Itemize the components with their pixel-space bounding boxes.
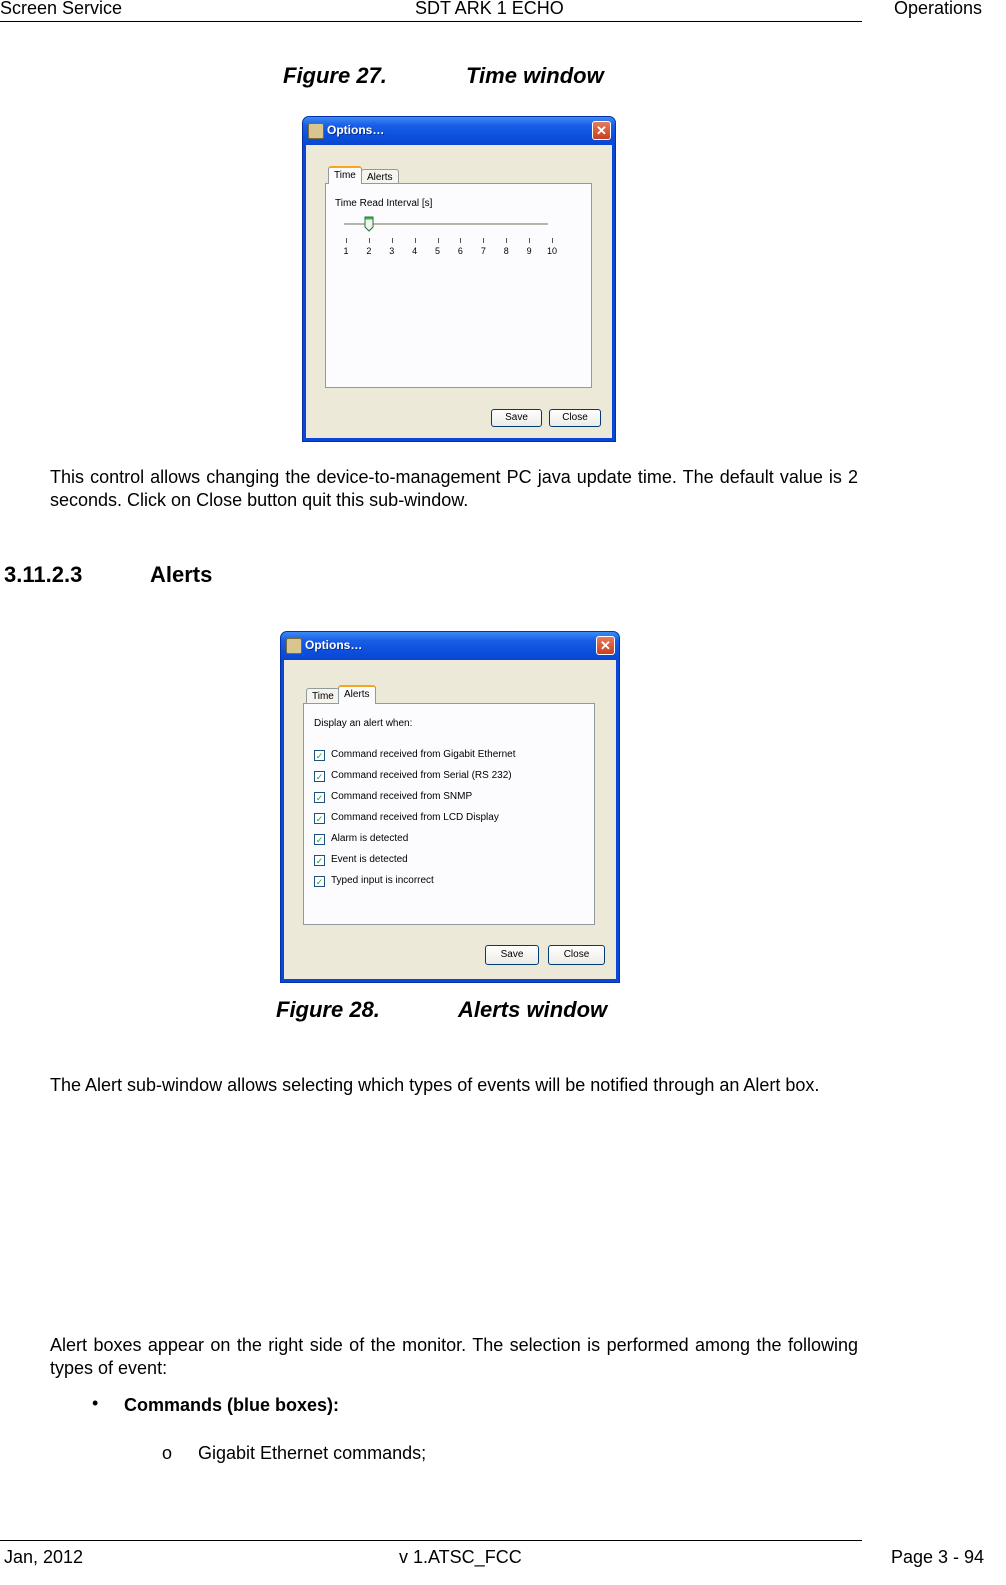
figure28-caption-title: Alerts window: [458, 997, 608, 1022]
slider-tick: [506, 238, 507, 243]
subbullet-gigabit: Gigabit Ethernet commands;: [198, 1443, 427, 1463]
java-cup-icon: [286, 638, 302, 654]
dialog-title: Options…: [327, 123, 385, 137]
bullet-commands: Commands (blue boxes):: [124, 1395, 340, 1415]
alert-checkbox-label[interactable]: Command received from LCD Display: [331, 812, 499, 823]
tab-time[interactable]: Time: [328, 166, 362, 184]
slider-tick: [483, 238, 484, 243]
tab-time[interactable]: Time: [306, 688, 340, 704]
alert-checkbox-label[interactable]: Command received from Serial (RS 232): [331, 770, 512, 781]
figure28-caption-number: Figure 28.: [276, 997, 380, 1022]
tab-alerts[interactable]: Alerts: [361, 169, 399, 185]
paragraph-alert-description: The Alert sub-window allows selecting which types of events will be notified through an Alert box.: [50, 1075, 820, 1095]
dialog-title: Options…: [305, 638, 363, 652]
close-button[interactable]: Close: [549, 409, 601, 427]
slider-tick-label: 3: [389, 246, 395, 256]
alert-checkbox-label[interactable]: Event is detected: [331, 854, 408, 865]
slider-tick-label: 10: [546, 246, 557, 256]
slider-tick-label: 8: [503, 246, 509, 256]
slider-tick-label: 1: [343, 246, 349, 256]
dialog-client-area: [306, 145, 612, 438]
slider-tick-label: 9: [526, 246, 532, 256]
subbullet-marker: o: [162, 1443, 173, 1463]
alert-checkbox-label[interactable]: Command received from Gigabit Ethernet: [331, 749, 516, 760]
alert-checkbox-label[interactable]: Alarm is detected: [331, 833, 409, 844]
slider-tick-label: 5: [435, 246, 441, 256]
alert-checkbox[interactable]: ✓: [315, 793, 324, 803]
header-rule: [0, 21, 862, 22]
alerts-tab-panel: [303, 703, 595, 925]
slider-tick-label: 2: [366, 246, 372, 256]
alert-checkbox[interactable]: ✓: [315, 835, 324, 845]
slider-tick-label: 7: [480, 246, 486, 256]
footer-page: Page 3 - 94: [891, 1547, 985, 1567]
paragraph-time-description: This control allows changing the device-to-management PC java update time. The default value is 2 seconds. Click on Close button quit this sub-window.: [50, 467, 858, 510]
close-icon[interactable]: ✕: [596, 636, 615, 655]
alert-checkbox-label[interactable]: Typed input is incorrect: [331, 875, 434, 886]
header-center: SDT ARK 1 ECHO: [415, 0, 564, 18]
alert-checkbox-label[interactable]: Command received from SNMP: [331, 791, 473, 802]
alert-checkbox[interactable]: ✓: [315, 772, 324, 782]
slider-tick: [438, 238, 439, 243]
time-read-interval-slider[interactable]: [336, 216, 556, 262]
footer-rule: [0, 1540, 862, 1541]
slider-tick: [346, 238, 347, 243]
time-tab-panel: [325, 183, 592, 388]
slider-tick: [415, 238, 416, 243]
close-icon[interactable]: ✕: [592, 121, 611, 140]
slider-tick: [552, 238, 553, 243]
save-button[interactable]: Save: [485, 945, 539, 965]
slider-thumb[interactable]: [364, 216, 374, 232]
alert-checkbox[interactable]: ✓: [315, 856, 324, 866]
slider-tick: [460, 238, 461, 243]
close-button[interactable]: Close: [548, 945, 605, 965]
section-title: Alerts: [150, 562, 213, 587]
slider-track: [344, 223, 548, 226]
paragraph-alert-boxes: Alert boxes appear on the right side of the monitor. The selection is performed among the following types of event:: [50, 1335, 858, 1378]
tab-alerts[interactable]: Alerts: [338, 685, 376, 704]
alert-checkbox[interactable]: ✓: [315, 751, 324, 761]
footer-version: v 1.ATSC_FCC: [399, 1547, 522, 1567]
time-options-dialog: [302, 116, 616, 442]
section-number: 3.11.2.3: [4, 562, 83, 587]
alert-checkbox[interactable]: ✓: [315, 877, 324, 887]
slider-tick: [529, 238, 530, 243]
alerts-options-dialog: [280, 631, 620, 983]
header-left: Screen Service: [0, 0, 123, 18]
slider-tick-label: 6: [457, 246, 463, 256]
footer-date: Jan, 2012: [4, 1547, 84, 1567]
dialog-titlebar[interactable]: [303, 117, 615, 145]
dialog-client-area: [284, 660, 616, 979]
slider-label: Time Read Interval [s]: [335, 198, 433, 209]
alert-checkbox[interactable]: ✓: [315, 814, 324, 824]
slider-tick: [392, 238, 393, 243]
header-right: Operations: [894, 0, 983, 18]
java-cup-icon: [308, 123, 324, 139]
alerts-heading: Display an alert when:: [314, 718, 413, 729]
figure27-caption-title: Time window: [466, 63, 604, 88]
save-button[interactable]: Save: [491, 409, 542, 427]
slider-tick-label: 4: [412, 246, 418, 256]
figure27-caption-number: Figure 27.: [283, 63, 387, 88]
dialog-titlebar[interactable]: [281, 632, 619, 660]
bullet-marker: •: [92, 1393, 99, 1413]
slider-tick: [369, 238, 370, 243]
